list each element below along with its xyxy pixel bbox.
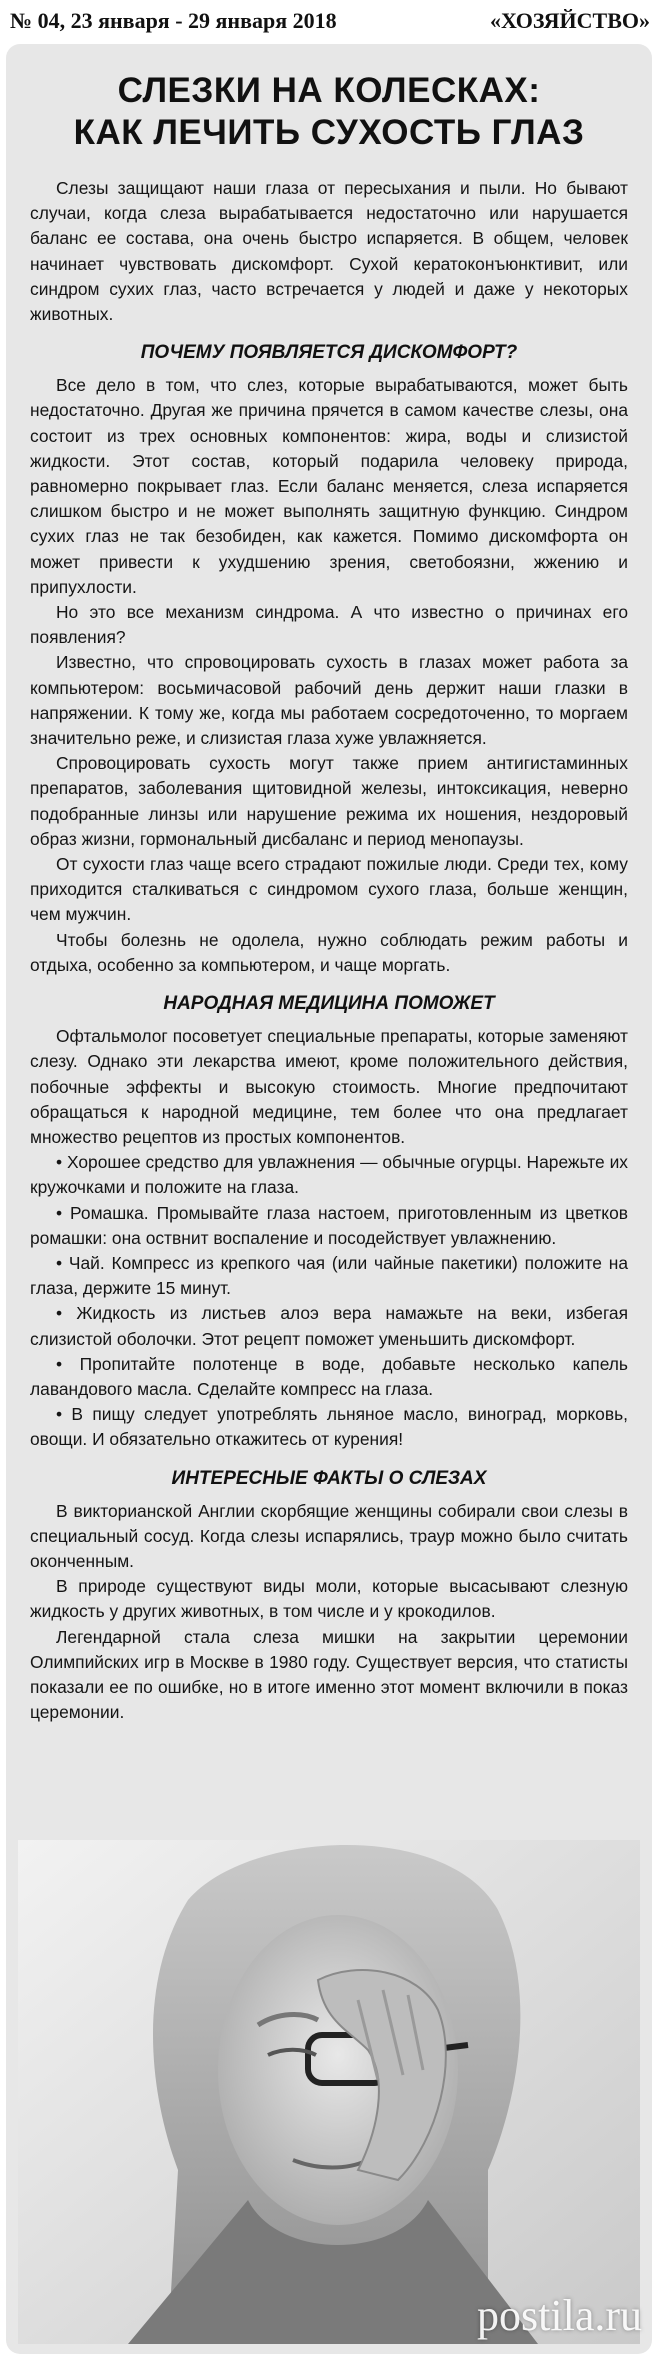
paragraph: Легендарной стала слеза мишки на закрытии церемонии Олимпийских игр в Москве в 1980 году. Существует версия, что статисты показали ее по ошибке, но в итоге именно этот момент включили в показ церемонии.: [30, 1626, 628, 1723]
list-item: • Хорошее средство для увлажнения — обычные огурцы. Нарежьте их кружочками и положите на глаза.: [30, 1152, 628, 1198]
paragraph: От сухости глаз чаще всего страдают пожилые люди. Среди тех, кому приходится сталкиваться с синдромом сухого глаза, больше женщин, чем мужчин.: [30, 854, 628, 925]
section-heading-causes: ПОЧЕМУ ПОЯВЛЯЕТСЯ ДИСКОМФОРТ?: [140, 342, 518, 364]
masthead: [0, 0, 660, 42]
section-heading-facts: ИНТЕРЕСНЫЕ ФАКТЫ О СЛЕЗАХ: [171, 1467, 487, 1489]
issue-date: № 04, 23 января - 29 января 2018: [10, 8, 337, 33]
woman-rubbing-eyes-illustration: [18, 1840, 640, 2344]
article-body: [6, 154, 652, 1725]
paragraph: Известно, что спровоцировать сухость в глазах может работа за компьютером: восьмичасовой рабочий день держит наши глазки в напряжении. К тому же, когда мы работаем сосредоточенно, то моргаем значительно реже, и слизистая глаза хуже увлажняется.: [30, 652, 628, 749]
article-panel: [6, 44, 652, 2354]
list-item: • Пропитайте полотенце в воде, добавьте несколько капель лавандового масла. Сделайте компресс на глаза.: [30, 1353, 628, 1399]
title-line-1: СЛЕЗКИ НА КОЛЕСКАХ:: [117, 71, 541, 110]
paragraph: Спровоцировать сухость могут также прием антигистаминных препаратов, заболевания щитовидной железы, интоксикация, неверно подобранные линзы или нарушение режима их ношения, нездоровый образ жизни, гормональный дисбаланс и период менопаузы.: [30, 753, 628, 849]
list-item: • Чай. Компресс из крепкого чая (или чайные пакетики) положите на глаза, держите 15 минут.: [30, 1252, 628, 1299]
paragraph: Чтобы болезнь не одолела, нужно соблюдать режим работы и отдыха, особенно за компьютером, и чаще моргать.: [30, 929, 628, 975]
list-item: • Ромашка. Промывайте глаза настоем, приготовленным из цветков ромашки: она оствнит воспаление и посодействует увлажнению.: [30, 1202, 628, 1248]
list-item: • В пищу следует употреблять льняное масло, виноград, морковь, овощи. И обязательно откажитесь от курения!: [30, 1404, 628, 1450]
paragraph: В викторианской Англии скорбящие женщины собирали свои слезы в специальный сосуд. Когда слезы испарялись, траур можно было считать оконченным.: [30, 1500, 628, 1571]
list-item: • Жидкость из листьев алоэ вера намажьте на веки, избегая слизистой оболочки. Этот рецепт поможет уменьшить дискомфорт.: [30, 1303, 628, 1349]
publication-name: «ХОЗЯЙСТВО»: [489, 8, 650, 33]
watermark-logo: postila.ru: [477, 2291, 642, 2340]
section-heading-folk-medicine: НАРОДНАЯ МЕДИЦИНА ПОМОЖЕТ: [163, 993, 495, 1015]
paragraph: Офтальмолог посоветует специальные препараты, которые заменяют слезу. Однако эти лекарства имеют, кроме положительного действия, побочные эффекты и высокую стоимость. Многие предпочитают обращаться к народной медицине, тем более что она предлагает множество рецептов из простых компонентов.: [30, 1026, 628, 1147]
title-line-2: КАК ЛЕЧИТЬ СУХОСТЬ ГЛАЗ: [73, 113, 585, 152]
paragraph: Все дело в том, что слез, которые вырабатываются, может быть недостаточно. Другая же причина прячется в самом качестве слезы, она состоит из трех основных компонентов: жира, воды и слизистой жидкости. Этот состав, который подарила человеку природа, равномерно покрывает глаз. Если баланс меняется, слеза испаряется слишком быстро и не может выполнять защитную функцию. Синдром сухих глаз не так безобиден, как кажется. Помимо дискомфорта он может привести к ухудшению зрения, светобоязни, жжению и припухлости.: [30, 375, 628, 597]
paragraph: В природе существуют виды моли, которые высасывают слезную жидкость у других животных, в том числе и у крокодилов.: [30, 1576, 628, 1622]
article-title: [6, 70, 652, 154]
intro-paragraph: Слезы защищают наши глаза от пересыхания и пыли. Но бывают случаи, когда слеза вырабатывается недостаточно или нарушается баланс ее состава, она очень быстро испаряется. В общем, человек начинает чувствовать дискомфорт. Сухой кератоконъюнктивит, или синдром сухих глаз, часто встречается у людей и даже у некоторых животных.: [30, 178, 628, 325]
paragraph: Но это все механизм синдрома. А что известно о причинах его появления?: [30, 602, 628, 648]
article-photo: [18, 1840, 640, 2344]
